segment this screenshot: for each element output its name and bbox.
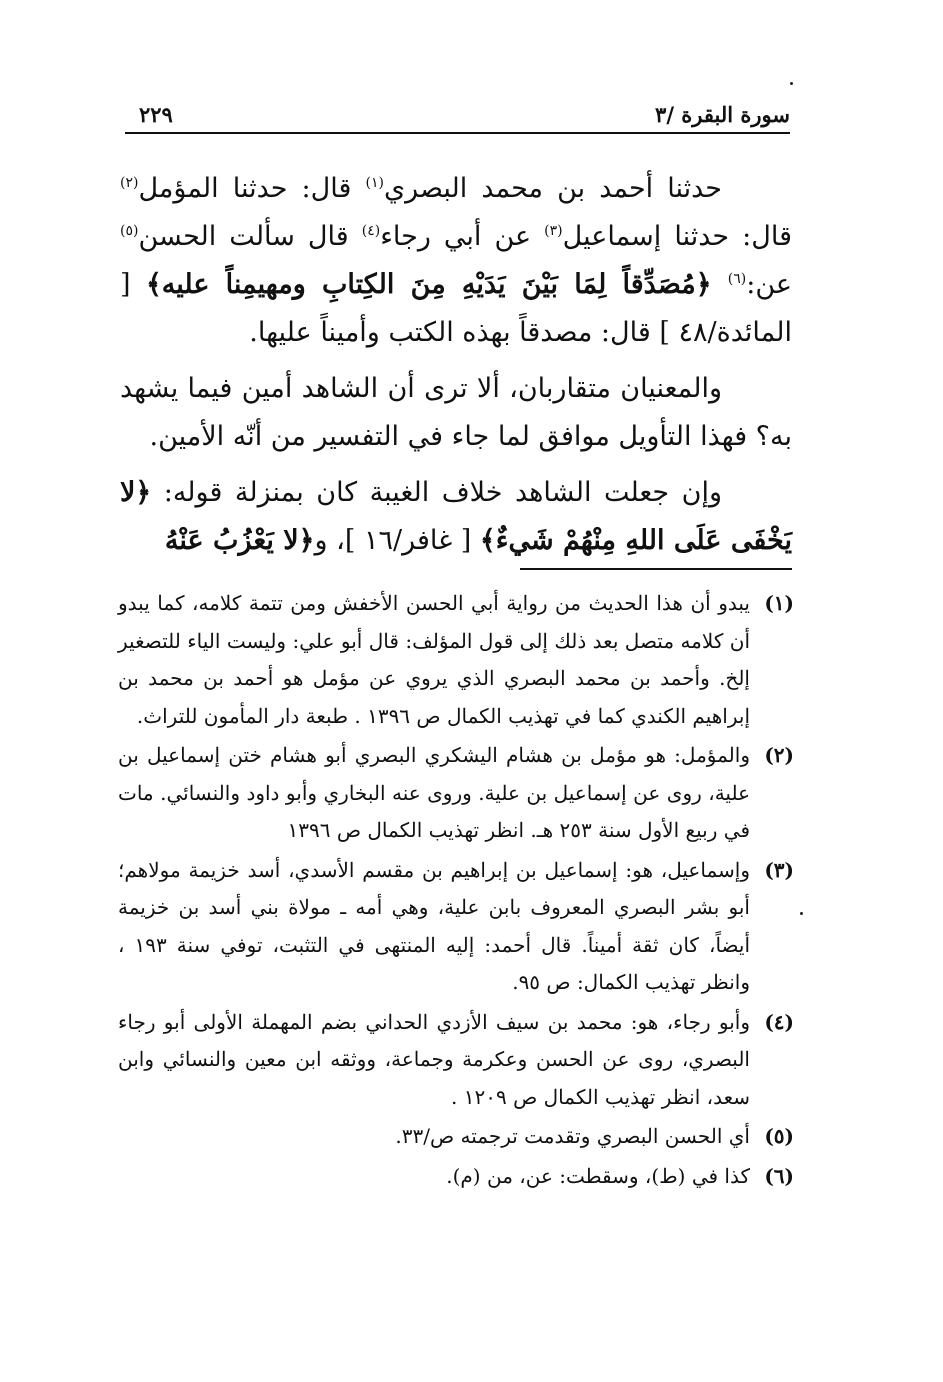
scan-speck xyxy=(800,912,803,915)
text-run: قال سألت الحسن xyxy=(138,221,362,252)
quran-quote: ﴿لا يَخْفَى عَلَى اللهِ مِنْهُمْ شَيءٌ﴾ xyxy=(120,477,792,556)
paragraph-3 xyxy=(120,469,792,565)
scan-speck xyxy=(790,82,793,85)
text-run: عن: xyxy=(746,269,792,300)
footnote-ref-5: (٥) xyxy=(120,223,139,239)
footnote-number: (٢) xyxy=(764,743,794,767)
footnote-ref-6: (٦) xyxy=(727,271,747,287)
footnote-text: يبدو أن هذا الحديث من رواية أبي الحسن الأخفش ومن تتمة كلامه، كما يبدو أن كلامه متصل بعد ذلك إلى قول المؤلف: قال أبو علي: وليست الياء للتصغير إلخ. وأحمد بن محمد البصري الذي يروي عن مؤمل هو أحمد بن محمد بن إبراهيم الكندي كما في تهذيب الكمال ص ١٣٩٦ . طبعة دار المأمون للتراث. xyxy=(118,591,750,728)
footnote-2 xyxy=(118,737,794,850)
footnote-number: (٤) xyxy=(764,1009,794,1034)
surah-label: سورة البقرة /٣ xyxy=(655,102,790,127)
paragraph-2: والمعنيان متقاربان، ألا ترى أن الشاهد أمين فيما يشهد به؟ فهذا التأويل موافق لما جاء في التفسير من أنّه الأمين. xyxy=(120,373,792,452)
footnote-text: وأبو رجاء، هو: محمد بن سيف الأزدي الحداني بضم المهملة الأولى أبو رجاء البصري، روى عن الحسن وعكرمة وجماعة، ووثقه ابن معين والنسائي وابن سعد، انظر تهذيب الكمال ص ١٢٠٩ . xyxy=(118,1009,750,1109)
footnote-ref-2: (٢) xyxy=(120,175,139,191)
text-run: [ المائدة/٤٨ ] قال: مصدقاً بهذه الكتب وأميناً عليها. xyxy=(120,269,792,348)
footnote-ref-1: (١) xyxy=(365,175,384,191)
page-number: ٢٢٩ xyxy=(139,102,173,127)
footnote-ref-3: (٣) xyxy=(544,223,563,239)
footnote-text: والمؤمل: هو مؤمل بن هشام اليشكري البصري أبو هشام ختن إسماعيل بن علية، روى عن إسماعيل بن علية. وروى عنه البخاري وأبو داود والنسائي. مات في ربيع الأول سنة ٢٥٣ هـ. انظر تهذيب الكمال ص ١٣٩٦ xyxy=(118,743,750,842)
footnote-number: (٦) xyxy=(764,1163,794,1188)
footnote-text: وإسماعيل، هو: إسماعيل بن إبراهيم بن مقسم الأسدي، أسد خزيمة مولاهم؛ أبو بشر البصري المعروف بابن علية، وهي أمه ـ مولاة بني أسد بن خزيمة أيضاً، كان ثقة أميناً. قال أحمد: إليه المنتهى في التثبت، توفي سنة ١٩٣ ، وانظر تهذيب الكمال: ص ٩٥. xyxy=(118,857,750,994)
footnote-ref-4: (٤) xyxy=(361,223,381,239)
quran-quote: ﴿لا يَعْزُبُ عَنْهُ xyxy=(164,525,315,556)
footnote-6 xyxy=(118,1158,794,1196)
quran-quote: ﴿مُصَدِّقاً لِمَا بَيْنَ يَدَيْهِ مِنَ الكِتابِ ومهيمِناً عليه﴾ xyxy=(145,269,728,300)
footnote-4 xyxy=(118,1004,794,1117)
text-run: قال: حدثنا إسماعيل xyxy=(562,221,792,252)
footnote-5 xyxy=(118,1118,794,1156)
footnote-1 xyxy=(118,585,794,735)
text-run: حدثنا أحمد بن محمد البصري xyxy=(383,173,722,204)
text-run: وإن جعلت الشاهد خلاف الغيبة كان بمنزلة قوله: xyxy=(151,477,722,508)
text-run: [ غافر/١٦ ]، و xyxy=(314,525,480,556)
text-run: عن أبي رجاء xyxy=(380,221,545,252)
footnote-separator xyxy=(520,568,792,570)
footnote-3 xyxy=(118,852,794,1002)
footnote-number: (٣) xyxy=(764,857,794,882)
paragraph-1 xyxy=(120,165,792,357)
footnote-text: كذا في (ط)، وسقطت: عن، من (م). xyxy=(446,1163,750,1188)
footnotes xyxy=(118,585,794,1197)
text-run: قال: حدثنا المؤمل xyxy=(138,173,366,204)
running-header xyxy=(125,100,790,134)
main-text xyxy=(120,165,792,565)
footnote-number: (١) xyxy=(764,591,794,615)
footnote-text: أي الحسن البصري وتقدمت ترجمته ص/٣٣. xyxy=(395,1124,750,1148)
footnote-number: (٥) xyxy=(764,1124,794,1148)
